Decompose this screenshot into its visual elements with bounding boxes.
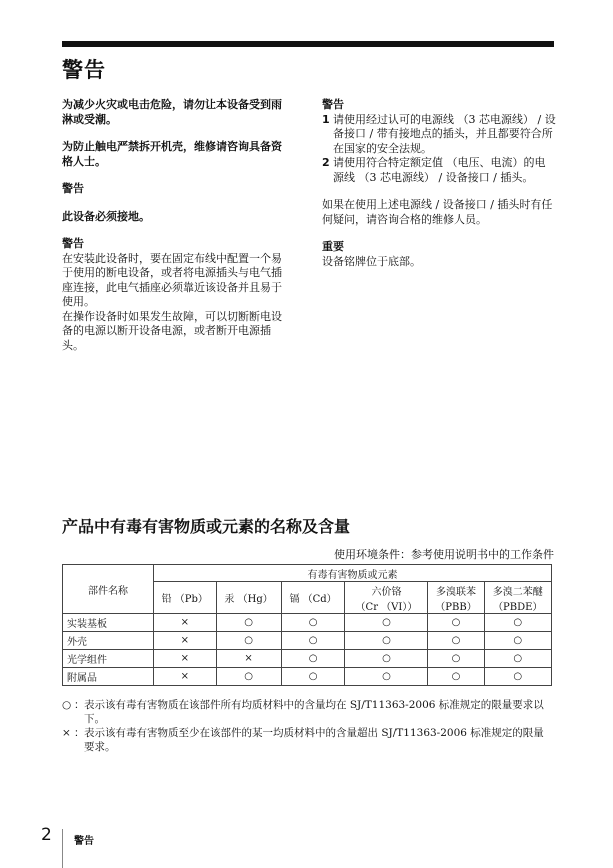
table-row xyxy=(63,650,552,668)
table-cell: ○ xyxy=(428,614,484,632)
footer-label: 警告 xyxy=(74,836,94,847)
table-cell: ○ xyxy=(428,650,484,668)
list-item xyxy=(322,156,556,185)
warning-heading-3: 警告 xyxy=(322,98,344,111)
list-text: 请使用经过认可的电源线 （3 芯电源线） / 设备接口 / 带有接地点的插头，并且都要符合所在国家的安全法规。 xyxy=(333,112,556,155)
page-number: 2 xyxy=(41,825,52,845)
page-title: 警告 xyxy=(62,58,106,82)
part-name: 实装基板 xyxy=(63,614,154,632)
table-row xyxy=(63,614,552,632)
fire-shock-warning: 为减少火灾或电击危险，请勿让本设备受到雨淋或受潮。 xyxy=(62,98,282,126)
important-heading: 重要 xyxy=(322,240,344,253)
table-cell: × xyxy=(154,650,217,668)
part-name: 附属品 xyxy=(63,668,154,686)
list-item xyxy=(322,113,556,157)
part-header: 部件名称 xyxy=(63,565,154,614)
installation-text: 在安装此设备时，要在固定布线中配置一个易于使用的断电设备，或者将电源插头与电气插座连接，此电气插座必须靠近该设备并且易于使用。 xyxy=(62,251,282,308)
note-cross: × ： 表示该有毒有害物质至少在该部件的某一均质材料中的含量超出 SJ/T11363-2006 标准规定的限量要求。 xyxy=(62,726,552,754)
table-cell: ○ xyxy=(281,614,345,632)
grounding-text: 此设备必须接地。 xyxy=(62,209,150,223)
table-cell: ○ xyxy=(345,668,428,686)
list-text: 请使用符合特定额定值 （电压、电流）的电源线 （3 芯电源线） / 设备接口 / 插头。 xyxy=(333,156,546,184)
table-cell: ○ xyxy=(216,632,281,650)
usage-conditions: 使用环境条件：参考使用说明书中的工作条件 xyxy=(334,548,554,561)
table-cell: ○ xyxy=(484,650,551,668)
table-cell: × xyxy=(216,650,281,668)
hazard-section-title: 产品中有毒有害物质或元素的名称及含量 xyxy=(62,517,351,536)
substance-header: 多溴联苯 （PBB） xyxy=(428,582,484,614)
part-name: 外壳 xyxy=(63,632,154,650)
table-cell: ○ xyxy=(345,614,428,632)
substance-header: 六价铬 （Cr （VI）） xyxy=(345,582,428,614)
header-rule xyxy=(62,41,554,47)
table-cell: ○ xyxy=(216,668,281,686)
table-cell: × xyxy=(154,614,217,632)
nameplate-text: 设备铭牌位于底部。 xyxy=(322,254,421,268)
substance-group-header: 有毒有害物质或元素 xyxy=(154,565,552,582)
table-cell: ○ xyxy=(216,614,281,632)
hazard-table xyxy=(62,564,552,686)
table-cell: ○ xyxy=(281,650,345,668)
footer-divider xyxy=(62,829,63,868)
table-cell: ○ xyxy=(484,632,551,650)
substance-header: 汞 （Hg） xyxy=(216,582,281,614)
circle-symbol: ○ xyxy=(62,699,72,711)
table-row xyxy=(63,632,552,650)
list-number: 2 xyxy=(322,156,330,169)
table-cell: × xyxy=(154,632,217,650)
table-row xyxy=(63,668,552,686)
substance-header: 铅 （Pb） xyxy=(154,582,217,614)
table-cell: ○ xyxy=(281,668,345,686)
table-cell: ○ xyxy=(345,650,428,668)
note-text: 表示该有毒有害物质至少在该部件的某一均质材料中的含量超出 SJ/T11363-2006 标准规定的限量要求。 xyxy=(84,727,544,753)
warning-heading-1: 警告 xyxy=(62,182,84,195)
substance-header: 镉 （Cd） xyxy=(281,582,345,614)
left-column xyxy=(62,98,288,353)
table-cell: ○ xyxy=(484,668,551,686)
part-name: 光学组件 xyxy=(63,650,154,668)
table-cell: ○ xyxy=(428,668,484,686)
table-cell: ○ xyxy=(428,632,484,650)
inquiry-text: 如果在使用上述电源线 / 设备接口 / 插头时有任何疑问，请咨询合格的维修人员。 xyxy=(322,198,553,226)
operation-text: 在操作设备时如果发生故障，可以切断断电设备的电源以断开设备电源，或者断开电源插头。 xyxy=(62,309,282,352)
substance-header: 多溴二苯醚 （PBDE） xyxy=(484,582,551,614)
warning-heading-2: 警告 xyxy=(62,237,84,250)
table-cell: ○ xyxy=(345,632,428,650)
note-text: 表示该有毒有害物质在该部件所有均质材料中的含量均在 SJ/T11363-2006 标准规定的限量要求以下。 xyxy=(84,699,544,725)
table-cell: × xyxy=(154,668,217,686)
cross-symbol: × xyxy=(62,727,71,739)
right-column xyxy=(322,98,556,269)
table-notes xyxy=(62,698,552,754)
table-cell: ○ xyxy=(281,632,345,650)
note-circle: ○ ： 表示该有毒有害物质在该部件所有均质材料中的含量均在 SJ/T11363-2006 标准规定的限量要求以下。 xyxy=(62,698,552,726)
list-number: 1 xyxy=(322,112,330,126)
casing-warning: 为防止触电严禁拆开机壳，维修请咨询具备资格人士。 xyxy=(62,140,282,168)
table-cell: ○ xyxy=(484,614,551,632)
